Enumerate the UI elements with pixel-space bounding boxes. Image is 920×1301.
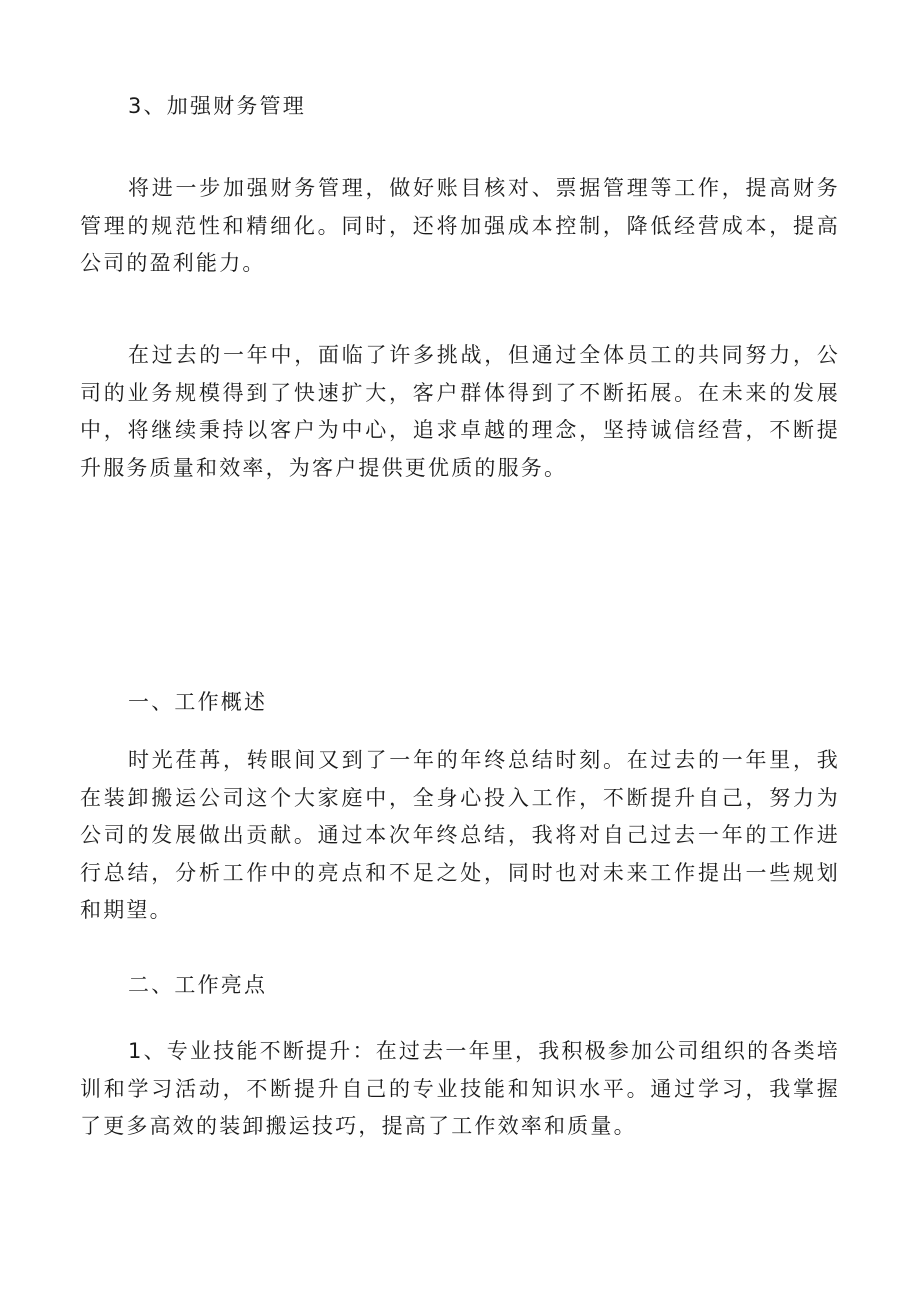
finance-management-heading: 3、加强财务管理 — [128, 94, 306, 118]
work-overview-heading: 一、工作概述 — [128, 690, 268, 714]
professional-skills-paragraph: 1、专业技能不断提升：在过去一年里，我积极参加公司组织的各类培训和学习活动，不断提升自己的专业技能和知识水平。通过学习，我掌握了更多高效的装卸搬运技巧，提高了工作效率和质量。 — [80, 1039, 840, 1138]
annual-review-paragraph: 在过去的一年中，面临了许多挑战，但通过全体员工的共同努力，公司的业务规模得到了快速扩大，客户群体得到了不断拓展。在未来的发展中，将继续秉持以客户为中心，追求卓越的理念，坚持诚信经营，不断提升服务质量和效率，为客户提供更优质的服务。 — [80, 343, 840, 480]
work-highlights-heading: 二、工作亮点 — [128, 973, 268, 997]
work-overview-paragraph: 时光荏苒，转眼间又到了一年的年终总结时刻。在过去的一年里，我在装卸搬运公司这个大家庭中，全身心投入工作，不断提升自己，努力为公司的发展做出贡献。通过本次年终总结，我将对自己过去一年的工作进行总结，分析工作中的亮点和不足之处，同时也对未来工作提出一些规划和期望。 — [80, 748, 840, 922]
finance-management-paragraph: 将进一步加强财务管理，做好账目核对、票据管理等工作，提高财务管理的规范性和精细化。同时，还将加强成本控制，降低经营成本，提高公司的盈利能力。 — [80, 176, 840, 275]
